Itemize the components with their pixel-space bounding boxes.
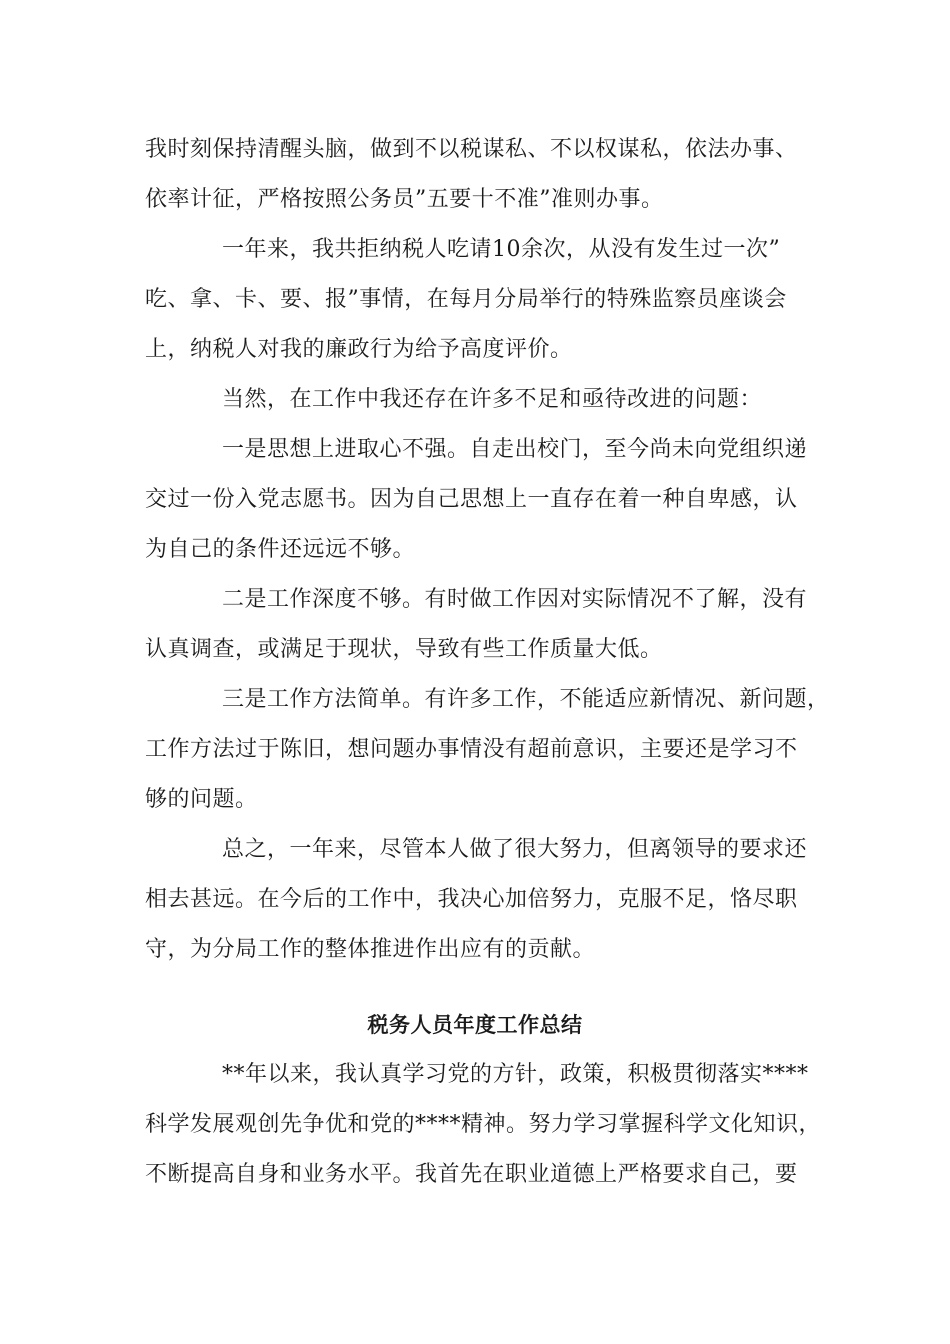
text-line: 相去甚远。在今后的工作中，我决心加倍努力，克服不足，恪尽职 [145, 887, 798, 912]
text-line: 认真调查，或满足于现状，导致有些工作质量大低。 [145, 637, 663, 662]
text-line: 守，为分局工作的整体推进作出应有的贡献。 [145, 937, 596, 962]
text-line: 我时刻保持清醒头脑，做到不以税谋私、不以权谋私，依法办事、 [145, 137, 798, 162]
text-line: 科学发展观创先争优和党的****精神。努力学习掌握科学文化知识， [145, 1112, 822, 1137]
text-line: 交过一份入党志愿书。因为自己思想上一直存在着一种自卑感，认 [145, 487, 798, 512]
text-line: 为自己的条件还远远不够。 [145, 537, 416, 562]
section-heading: 税务人员年度工作总结 [367, 1013, 583, 1037]
text-line: 总之，一年来，尽管本人做了很大努力，但离领导的要求还 [222, 837, 808, 862]
text-line: 够的问题。 [145, 787, 258, 812]
text-line: 吃、拿、卡、要、报”事情，在每月分局举行的特殊监察员座谈会 [145, 287, 787, 312]
text-line: 三是工作方法简单。有许多工作，不能适应新情况、新问题， [222, 687, 830, 712]
text-line: 不断提高自身和业务水平。我首先在职业道德上严格要求自己，要 [145, 1162, 798, 1187]
text-line: 一是思想上进取心不强。自走出校门，至今尚未向党组织递 [222, 437, 808, 462]
text-line: 工作方法过于陈旧，想问题办事情没有超前意识，主要还是学习不 [145, 737, 798, 762]
text-line: 一年来，我共拒纳税人吃请10余次，从没有发生过一次” [222, 237, 781, 262]
text-line: 当然，在工作中我还存在许多不足和亟待改进的问题： [222, 387, 763, 412]
text-line: 上，纳税人对我的廉政行为给予高度评价。 [145, 337, 573, 362]
text-line: **年以来，我认真学习党的方针，政策，积极贯彻落实**** [222, 1062, 809, 1087]
text-line: 依率计征，严格按照公务员”五要十不准”准则办事。 [145, 187, 664, 212]
text-line: 二是工作深度不够。有时做工作因对实际情况不了解，没有 [222, 587, 808, 612]
